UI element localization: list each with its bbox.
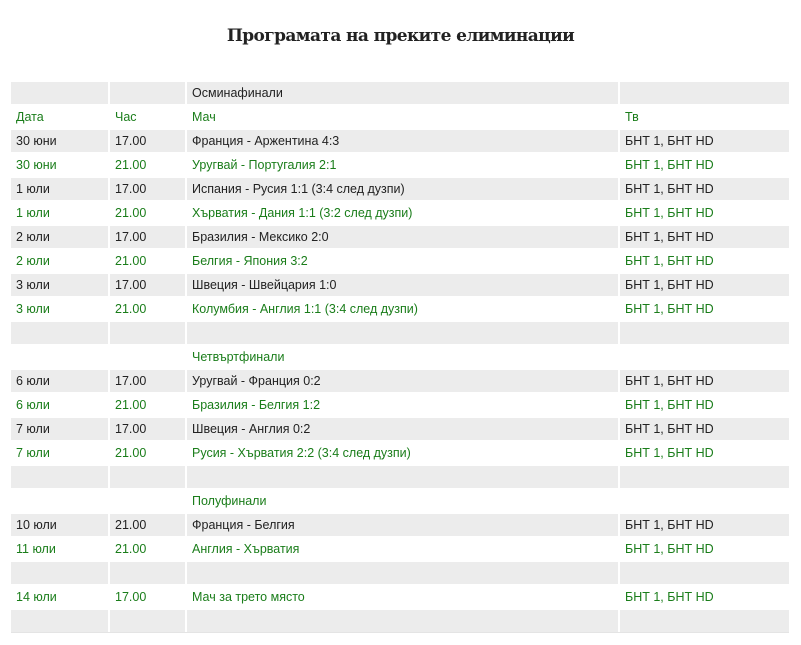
time-cell: 21.00 [109, 201, 186, 225]
match-cell: Белгия - Япония 3:2 [186, 249, 619, 273]
tv-cell: БНТ 1, БНТ HD [619, 585, 789, 609]
match-cell: Бразилия - Мексико 2:0 [186, 225, 619, 249]
time-cell: 17.00 [109, 369, 186, 393]
date-cell: 3 юли [11, 273, 109, 297]
spacer-row [11, 465, 789, 489]
empty-cell [109, 609, 186, 632]
date-cell: 6 юли [11, 369, 109, 393]
date-cell: 11 юли [11, 537, 109, 561]
header-date: Дата [11, 105, 109, 129]
date-cell: 14 юли [11, 585, 109, 609]
table-row [11, 537, 789, 561]
date-cell: 30 юни [11, 153, 109, 177]
date-cell: 10 юли [11, 513, 109, 537]
stage-row-quarter [11, 345, 789, 369]
match-cell: Колумбия - Англия 1:1 (3:4 след дузпи) [186, 297, 619, 321]
tv-cell: БНТ 1, БНТ HD [619, 417, 789, 441]
match-cell: Франция - Белгия [186, 513, 619, 537]
stage-row-round16 [11, 81, 789, 105]
empty-cell [11, 465, 109, 489]
time-cell: 17.00 [109, 273, 186, 297]
date-cell: 2 юли [11, 225, 109, 249]
table-row [11, 225, 789, 249]
empty-cell [109, 321, 186, 345]
tv-cell: БНТ 1, БНТ HD [619, 249, 789, 273]
header-tv: Тв [619, 105, 789, 129]
stage-label: Осминафинали [186, 81, 619, 105]
table-row [11, 177, 789, 201]
header-time: Час [109, 105, 186, 129]
table-row [11, 369, 789, 393]
tv-cell: БНТ 1, БНТ HD [619, 129, 789, 153]
spacer-row [11, 321, 789, 345]
tv-cell: БНТ 1, БНТ HD [619, 393, 789, 417]
tv-cell: БНТ 1, БНТ HD [619, 225, 789, 249]
empty-cell [109, 345, 186, 369]
empty-cell [11, 321, 109, 345]
table-row [11, 273, 789, 297]
stage-label: Полуфинали [186, 489, 619, 513]
table-row [11, 441, 789, 465]
spacer-row [11, 561, 789, 585]
tv-cell: БНТ 1, БНТ HD [619, 441, 789, 465]
date-cell: 7 юли [11, 417, 109, 441]
tv-cell: БНТ 1, БНТ HD [619, 297, 789, 321]
match-cell: Швеция - Англия 0:2 [186, 417, 619, 441]
tv-cell: БНТ 1, БНТ HD [619, 369, 789, 393]
time-cell: 17.00 [109, 417, 186, 441]
stage-label: Четвъртфинали [186, 345, 619, 369]
table-row [11, 297, 789, 321]
tv-cell: БНТ 1, БНТ HD [619, 513, 789, 537]
spacer-row [11, 609, 789, 632]
empty-cell [11, 489, 109, 513]
empty-cell [619, 489, 789, 513]
page-title: Програмата на преките елиминации [226, 26, 575, 46]
match-cell: Бразилия - Белгия 1:2 [186, 393, 619, 417]
empty-cell [619, 561, 789, 585]
tv-cell: БНТ 1, БНТ HD [619, 177, 789, 201]
match-cell: Швеция - Швейцария 1:0 [186, 273, 619, 297]
empty-cell [109, 561, 186, 585]
empty-cell [186, 609, 619, 632]
match-cell: Франция - Аржентина 4:3 [186, 129, 619, 153]
schedule-table [11, 80, 789, 632]
time-cell: 21.00 [109, 297, 186, 321]
time-cell: 21.00 [109, 513, 186, 537]
empty-cell [186, 561, 619, 585]
date-cell: 2 юли [11, 249, 109, 273]
tv-cell: БНТ 1, БНТ HD [619, 201, 789, 225]
match-cell: Испания - Русия 1:1 (3:4 след дузпи) [186, 177, 619, 201]
table-row [11, 417, 789, 441]
match-cell: Мач за трето място [186, 585, 619, 609]
column-header-row [11, 105, 789, 129]
time-cell: 21.00 [109, 249, 186, 273]
empty-cell [619, 609, 789, 632]
table-row [11, 585, 789, 609]
table-row [11, 249, 789, 273]
empty-cell [109, 81, 186, 105]
empty-cell [186, 465, 619, 489]
empty-cell [109, 489, 186, 513]
empty-cell [11, 81, 109, 105]
table-row [11, 513, 789, 537]
match-cell: Англия - Хърватия [186, 537, 619, 561]
table-row [11, 129, 789, 153]
match-cell: Русия - Хърватия 2:2 (3:4 след дузпи) [186, 441, 619, 465]
empty-cell [186, 321, 619, 345]
empty-cell [11, 561, 109, 585]
time-cell: 17.00 [109, 129, 186, 153]
date-cell: 1 юли [11, 201, 109, 225]
time-cell: 21.00 [109, 441, 186, 465]
stage-row-semi [11, 489, 789, 513]
empty-cell [619, 465, 789, 489]
match-cell: Уругвай - Франция 0:2 [186, 369, 619, 393]
empty-cell [11, 609, 109, 632]
empty-cell [619, 321, 789, 345]
date-cell: 30 юни [11, 129, 109, 153]
header-match: Мач [186, 105, 619, 129]
time-cell: 17.00 [109, 225, 186, 249]
time-cell: 21.00 [109, 537, 186, 561]
date-cell: 7 юли [11, 441, 109, 465]
time-cell: 17.00 [109, 177, 186, 201]
time-cell: 17.00 [109, 585, 186, 609]
date-cell: 3 юли [11, 297, 109, 321]
time-cell: 21.00 [109, 153, 186, 177]
tv-cell: БНТ 1, БНТ HD [619, 537, 789, 561]
tv-cell: БНТ 1, БНТ HD [619, 273, 789, 297]
empty-cell [109, 465, 186, 489]
table-row [11, 153, 789, 177]
match-cell: Хърватия - Дания 1:1 (3:2 след дузпи) [186, 201, 619, 225]
table-row [11, 201, 789, 225]
date-cell: 6 юли [11, 393, 109, 417]
empty-cell [619, 81, 789, 105]
table-row [11, 393, 789, 417]
time-cell: 21.00 [109, 393, 186, 417]
date-cell: 1 юли [11, 177, 109, 201]
divider [11, 632, 789, 633]
empty-cell [11, 345, 109, 369]
tv-cell: БНТ 1, БНТ HD [619, 153, 789, 177]
match-cell: Уругвай - Португалия 2:1 [186, 153, 619, 177]
empty-cell [619, 345, 789, 369]
